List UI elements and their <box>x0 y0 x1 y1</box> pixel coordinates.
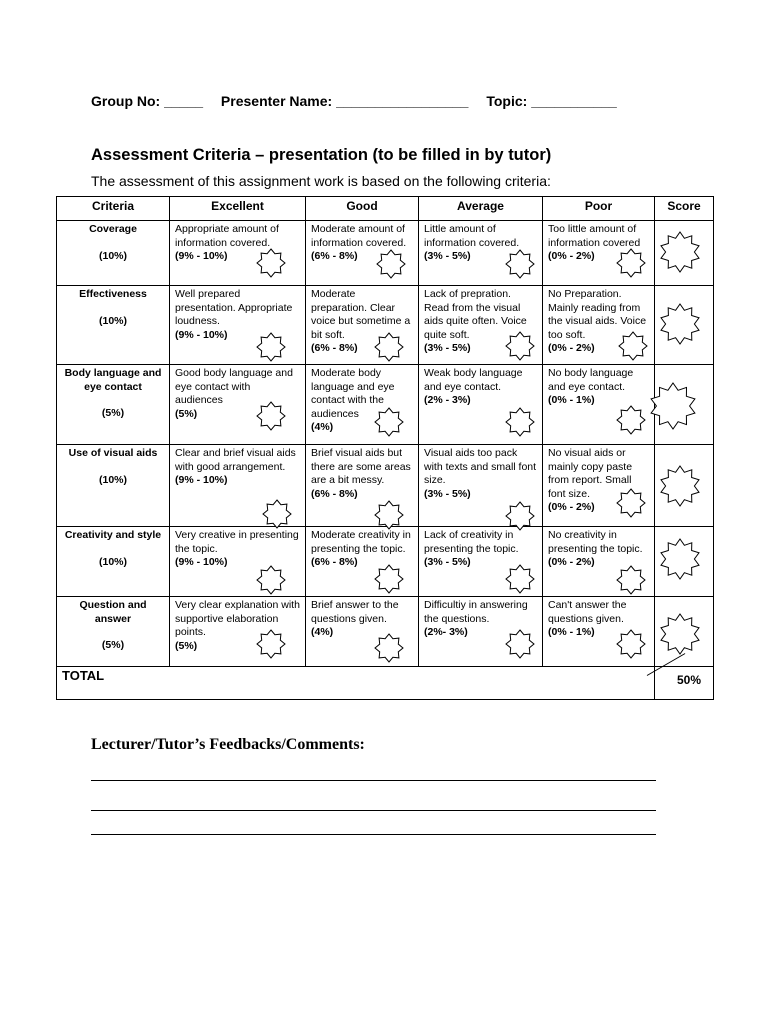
rubric-row <box>57 597 714 667</box>
star-checkbox-icon[interactable] <box>616 488 646 518</box>
descriptor-text: No body language and eye contact. <box>548 367 634 393</box>
group-number-field[interactable]: Group No: _____ <box>91 93 204 109</box>
poor-cell <box>543 221 655 286</box>
column-header: Poor <box>543 197 655 221</box>
criteria-name: Use of visual aids <box>68 447 158 459</box>
rubric-row <box>57 286 714 365</box>
score-range: (0% - 1%) <box>548 626 595 638</box>
star-checkbox-icon[interactable] <box>505 249 535 279</box>
average-cell <box>419 527 543 597</box>
column-header: Average <box>419 197 543 221</box>
comment-line[interactable] <box>91 834 656 835</box>
score-star-icon[interactable] <box>659 538 701 580</box>
score-range: (6% - 8%) <box>311 487 358 500</box>
criteria-weight: (10%) <box>98 473 127 486</box>
descriptor-text: Good body language and eye contact with audiences <box>175 367 293 406</box>
descriptor-text: Brief answer to the questions given. <box>311 599 399 625</box>
star-checkbox-icon[interactable] <box>505 331 535 361</box>
score-cell <box>655 286 714 365</box>
score-cell <box>655 221 714 286</box>
score-cell <box>655 445 714 527</box>
poor-cell <box>543 445 655 527</box>
good-cell <box>306 365 419 445</box>
excellent-cell <box>170 286 306 365</box>
descriptor-text: No Preparation. Mainly reading from the visual aids. Voice too soft. <box>548 288 647 341</box>
criteria-cell <box>57 527 170 597</box>
good-cell <box>306 286 419 365</box>
star-checkbox-icon[interactable] <box>256 401 286 431</box>
comment-line[interactable] <box>91 810 656 811</box>
star-checkbox-icon[interactable] <box>256 565 286 595</box>
average-cell <box>419 365 543 445</box>
score-star-icon[interactable] <box>649 382 697 430</box>
score-cell <box>655 597 714 667</box>
score-star-icon[interactable] <box>659 303 701 345</box>
column-header: Criteria <box>57 197 170 221</box>
descriptor-text: Very clear explanation with supportive elaboration points. <box>175 599 300 638</box>
descriptor-text: Appropriate amount of information covered. <box>175 223 279 249</box>
comment-line[interactable] <box>91 780 656 781</box>
star-checkbox-icon[interactable] <box>256 629 286 659</box>
poor-cell <box>543 286 655 365</box>
good-cell <box>306 527 419 597</box>
total-row <box>57 667 714 700</box>
star-checkbox-icon[interactable] <box>374 332 404 362</box>
star-checkbox-icon[interactable] <box>374 564 404 594</box>
descriptor-text: Clear and brief visual aids with good arrangement. <box>175 447 296 473</box>
score-range: (0% - 2%) <box>548 250 595 262</box>
criteria-name: Effectiveness <box>79 288 147 300</box>
star-checkbox-icon[interactable] <box>616 248 646 278</box>
criteria-name: Coverage <box>89 223 137 235</box>
descriptor-text: Difficultiy in answering the questions. <box>424 599 528 625</box>
score-range: (9% - 10%) <box>175 474 228 486</box>
descriptor-text: Lack of creativity in presenting the topic. <box>424 529 519 555</box>
score-cell <box>655 527 714 597</box>
feedback-title: Lecturer/Tutor’s Feedbacks/Comments: <box>91 736 365 753</box>
excellent-cell <box>170 221 306 286</box>
descriptor-text: Can't answer the questions given. <box>548 599 627 625</box>
total-score: 50% <box>676 673 701 687</box>
descriptor-text: Well prepared presentation. Appropriate loudness. <box>175 288 293 327</box>
assessment-title: Assessment Criteria – presentation (to be filled in by tutor) <box>91 146 552 164</box>
excellent-cell <box>170 527 306 597</box>
criteria-weight: (10%) <box>98 314 127 327</box>
column-header: Excellent <box>170 197 306 221</box>
score-range: (2%- 3%) <box>424 626 468 638</box>
star-checkbox-icon[interactable] <box>256 248 286 278</box>
star-checkbox-icon[interactable] <box>374 407 404 437</box>
criteria-weight: (10%) <box>98 249 127 262</box>
score-range: (3% - 5%) <box>424 487 471 500</box>
descriptor-text: Very creative in presenting the topic. <box>175 529 299 555</box>
descriptor-text: Moderate amount of information covered. <box>311 223 407 249</box>
score-range: (0% - 1%) <box>548 394 595 406</box>
column-header: Score <box>655 197 714 221</box>
criteria-weight: (5%) <box>101 639 125 651</box>
total-score-cell <box>655 667 714 700</box>
score-range: (4%) <box>311 421 334 433</box>
descriptor-text: Moderate body language and eye contact with the audiences <box>311 367 395 420</box>
excellent-cell <box>170 445 306 527</box>
star-checkbox-icon[interactable] <box>505 407 535 437</box>
score-range: (0% - 2%) <box>548 501 595 513</box>
score-range: (3% - 5%) <box>424 342 471 354</box>
score-range: (4%) <box>311 626 334 638</box>
average-cell <box>419 221 543 286</box>
score-range: (9% - 10%) <box>175 556 228 568</box>
score-range: (5%) <box>175 639 198 652</box>
topic-field[interactable]: Topic: ___________ <box>486 93 617 109</box>
average-cell <box>419 597 543 667</box>
score-range: (0% - 2%) <box>548 556 595 568</box>
good-cell <box>306 445 419 527</box>
criteria-cell <box>57 597 170 667</box>
criteria-cell <box>57 221 170 286</box>
score-range: (6% - 8%) <box>311 250 358 262</box>
score-range: (5%) <box>175 407 198 420</box>
descriptor-text: Weak body language and eye contact. <box>424 367 523 393</box>
rubric-row <box>57 445 714 527</box>
poor-cell <box>543 597 655 667</box>
column-header: Good <box>306 197 419 221</box>
star-checkbox-icon[interactable] <box>376 249 406 279</box>
criteria-name: Body language and eye contact <box>64 367 162 393</box>
criteria-weight: (10%) <box>98 555 127 568</box>
score-star-icon[interactable] <box>659 231 701 273</box>
score-range: (3% - 5%) <box>424 250 471 262</box>
table-header-row <box>57 197 714 221</box>
star-checkbox-icon[interactable] <box>256 332 286 362</box>
criteria-name: Question and answer <box>79 599 147 625</box>
descriptor-text: Lack of prepration. Read from the visual aids quite often. Voice quite soft. <box>424 288 527 341</box>
score-star-icon[interactable] <box>659 613 701 655</box>
excellent-cell <box>170 597 306 667</box>
score-cell <box>655 365 714 445</box>
criteria-cell <box>57 365 170 445</box>
excellent-cell <box>170 365 306 445</box>
star-checkbox-icon[interactable] <box>616 405 646 435</box>
total-label: TOTAL <box>57 667 655 700</box>
good-cell <box>306 597 419 667</box>
score-star-icon[interactable] <box>659 465 701 507</box>
average-cell <box>419 445 543 527</box>
star-checkbox-icon[interactable] <box>374 633 404 663</box>
intro-text: The assessment of this assignment work is based on the following criteria: <box>91 173 551 189</box>
score-range: (6% - 8%) <box>311 556 358 568</box>
descriptor-text: Moderate creativity in presenting the topic. <box>311 529 411 555</box>
good-cell <box>306 221 419 286</box>
score-range: (6% - 8%) <box>311 342 358 354</box>
descriptor-text: No visual aids or mainly copy paste from report. Small font size. <box>548 447 633 500</box>
poor-cell <box>543 527 655 597</box>
descriptor-text: No creativity in presenting the topic. <box>548 529 643 555</box>
score-range: (2% - 3%) <box>424 394 471 406</box>
rubric-table <box>56 196 714 700</box>
star-checkbox-icon[interactable] <box>616 565 646 595</box>
average-cell <box>419 286 543 365</box>
rubric-row <box>57 221 714 286</box>
descriptor-text: Visual aids too pack with texts and small font size. <box>424 447 537 486</box>
star-checkbox-icon[interactable] <box>505 629 535 659</box>
rubric-row <box>57 365 714 445</box>
form-header <box>91 93 617 109</box>
criteria-cell <box>57 286 170 365</box>
star-checkbox-icon[interactable] <box>505 564 535 594</box>
star-checkbox-icon[interactable] <box>262 499 292 529</box>
criteria-cell <box>57 445 170 527</box>
descriptor-text: Little amount of information covered. <box>424 223 520 249</box>
criteria-weight: (5%) <box>101 407 125 419</box>
star-checkbox-icon[interactable] <box>616 629 646 659</box>
score-range: (9% - 10%) <box>175 328 228 341</box>
poor-cell <box>543 365 655 445</box>
criteria-name: Creativity and style <box>64 529 162 541</box>
score-range: (9% - 10%) <box>175 250 228 262</box>
presenter-name-field[interactable]: Presenter Name: _________________ <box>220 93 469 109</box>
score-range: (3% - 5%) <box>424 556 471 568</box>
rubric-row <box>57 527 714 597</box>
descriptor-text: Brief visual aids but there are some areas are a bit messy. <box>311 447 411 486</box>
star-checkbox-icon[interactable] <box>374 500 404 530</box>
star-checkbox-icon[interactable] <box>618 331 648 361</box>
descriptor-text: Too little amount of information covered <box>548 223 641 249</box>
score-range: (0% - 2%) <box>548 342 595 354</box>
descriptor-text: Moderate preparation. Clear voice but sometime a bit soft. <box>311 288 411 341</box>
